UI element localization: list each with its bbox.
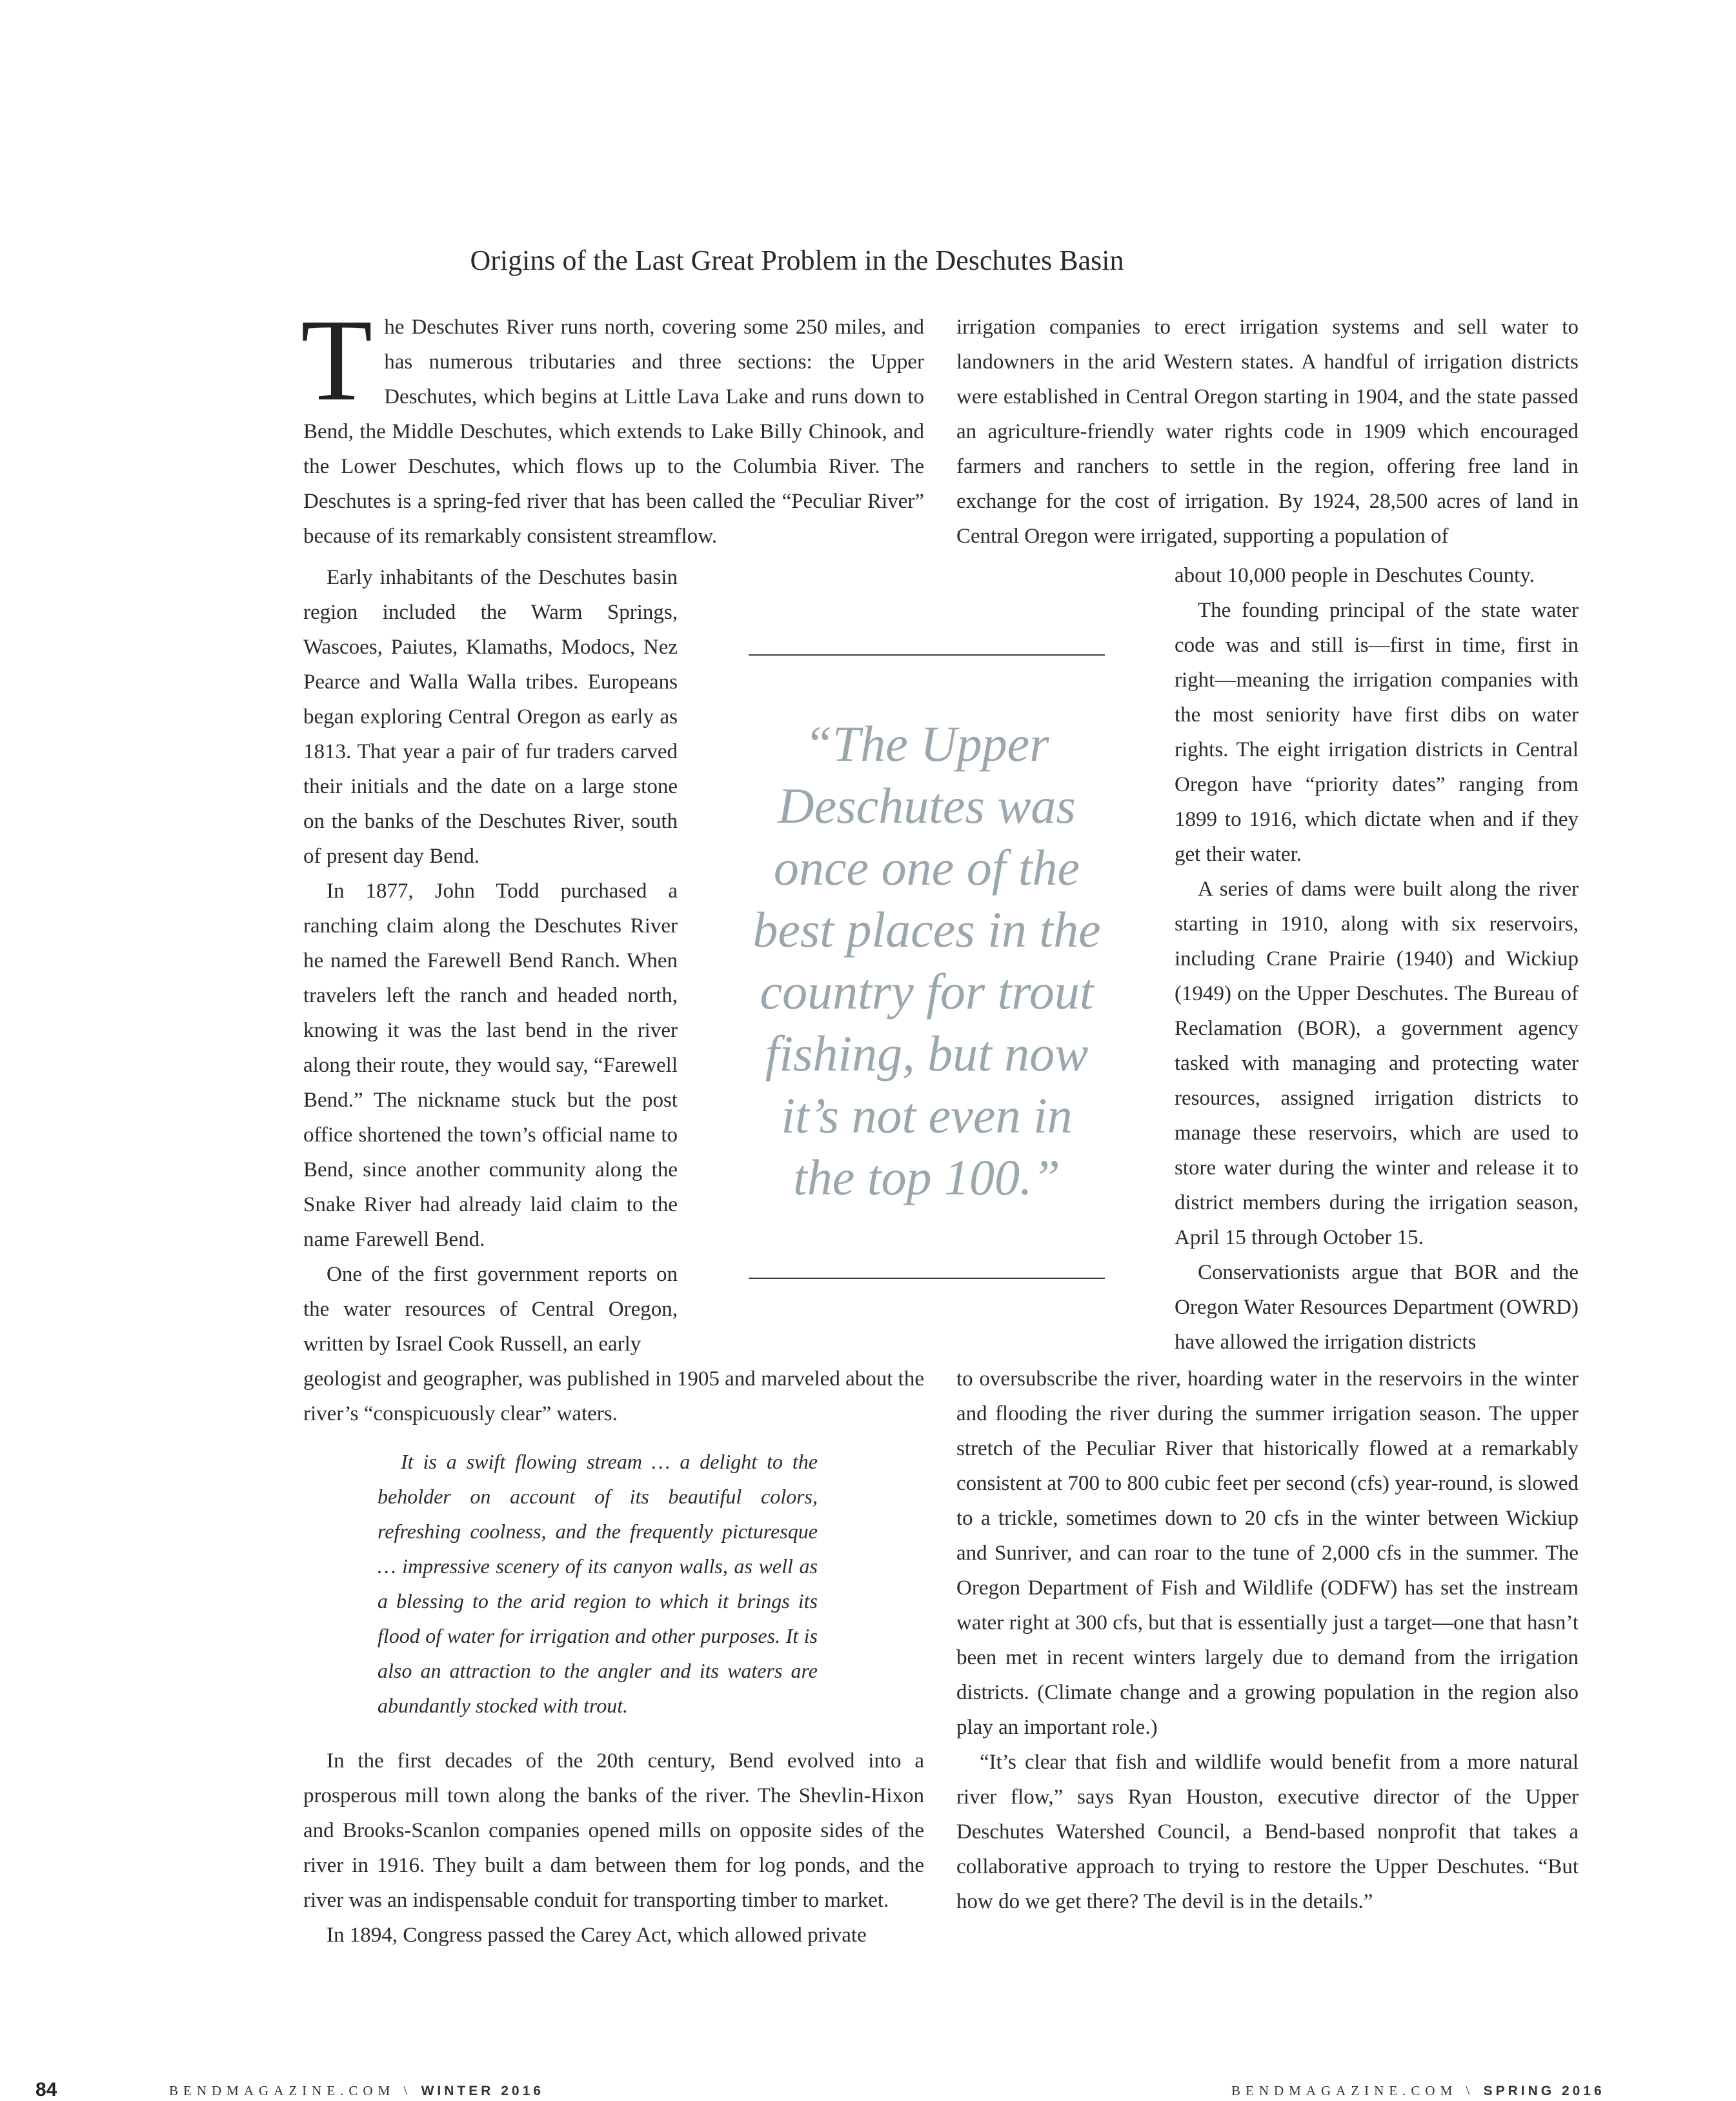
intro-paragraph [301, 296, 924, 554]
paragraph-population-end: about 10,000 people in Deschutes County. [1175, 564, 1535, 587]
footer-right-site: BENDMAGAZINE.COM [1231, 2083, 1458, 2098]
right-column-top [956, 310, 1579, 554]
paragraph-farewell-bend: In 1877, John Todd purchased a ranching claim along the Deschutes River he named the Farewell Bend Ranch. When travelers left the ranch and headed north, knowing it was the last bend in the river along their route, they would say, “Farewell Bend.” The nickname stuck but the post office shortened the town’s official name to Bend, since another community along the Snake River had already laid claim to the name Farewell Bend. [303, 880, 678, 1251]
left-column-narrow [303, 560, 678, 1362]
paragraph-dams: A series of dams were built along the river starting in 1910, along with six reservoirs, including Crane Prairie (1940) and Wickiup (1949) on the Upper Deschutes. The Bureau of Reclamation (BOR), a government agency tasked with managing and protecting water resources, assigned irrigation districts to manage these reservoirs, which are used to store water during the winter and release it to district members during the irrigation season, April 15 through October 15. [1175, 878, 1579, 1249]
paragraph-report-end: geologist and geographer, was published in 1905 and marveled about the river’s “conspicuously clear” waters. [303, 1367, 924, 1425]
pullquote-bottom-rule [749, 1278, 1105, 1279]
left-column-intro [301, 296, 924, 554]
russell-block-quote [378, 1444, 818, 1723]
footer-right-issue: SPRING 2016 [1483, 2084, 1605, 2098]
pull-quote: “The Upper Deschutes was once one of the best places in the country for trout fishing, but now it’s not even in the top 100.” [752, 716, 1101, 1205]
footer-left-issue: WINTER 2016 [421, 2084, 544, 2098]
paragraph-report-start: One of the first government reports on the water resources of Central Oregon, written by Israel Cook Russell, an early [303, 1263, 678, 1356]
right-column-narrow [1175, 558, 1579, 1360]
block-quote-text: It is a swift flowing stream … a delight to the beholder on account of its beautiful colors, refreshing coolness, and the frequently picturesque … impressive scenery of its canyon walls, as well as a blessing to the arid region to which it brings its flood of water for irrigation and other purposes. It is also an attraction to the angler and its waters are abundantly stocked with trout. [378, 1450, 818, 1717]
footer-left-site: BENDMAGAZINE.COM [169, 2083, 396, 2098]
drop-cap: T [301, 296, 373, 425]
paragraph-conservationists-end: to oversubscribe the river, hoarding water in the reservoirs in the winter and flooding the river during the summer irrigation season. The upper stretch of the Peculiar River that historically flowed at a remarkably consistent at 700 to 800 cubic feet per second (cfs) year-round, is slowed to a trickle, sometimes down to 20 cfs in the winter between Wickiup and Sunriver, and can roar to the tune of 2,000 cfs in the summer. The Oregon Department of Fish and Wildlife (ODFW) has set the instream water right at 300 cfs, but that is essentially just a target—one that hasn’t been met in recent winters largely due to demand from the irrigation districts. (Climate change and a growing population in the region also play an important role.) [956, 1367, 1579, 1739]
intro-text: he Deschutes River runs north, covering some 250 miles, and has numerous tributaries and three sections: the Upper Deschutes, which begins at Little Lava Lake and runs down to Bend, the Middle Deschutes, which extends to Lake Billy Chinook, and the Lower Deschutes, which flows up to the Columbia River. The Deschutes is a spring-fed river that has been called the “Peculiar River” because of its remarkably consistent streamflow. [303, 316, 924, 548]
paragraph-irrigation-companies: irrigation companies to erect irrigation systems and sell water to landowners in the arid Western states. A handful of irrigation districts were established in Central Oregon starting in 1904, and the state passed an agriculture-friendly water rights code in 1909 which encouraged farmers and ranchers to settle in the region, offering free land in exchange for the cost of irrigation. By 1924, 28,500 acres of land in Central Oregon were irrigated, supporting a population of [956, 316, 1579, 548]
left-column-wide [303, 1362, 924, 1431]
article-subheading: Origins of the Last Great Problem in the Deschutes Basin [470, 245, 1124, 276]
left-column-bottom [303, 1744, 924, 1953]
right-column-wide [956, 1362, 1579, 1919]
footer-left-separator: \ [403, 2083, 413, 2098]
paragraph-houston-quote: “It’s clear that fish and wildlife would benefit from a more natural river flow,” says Ryan Houston, executive director of the Upper Deschutes Watershed Council, a Bend-based nonprofit that takes a collaborative approach to trying to restore the Upper Deschutes. “But how do we get there? The devil is in the details.” [956, 1751, 1579, 1913]
paragraph-conservationists-start: Conservationists argue that BOR and the Oregon Water Resources Department (OWRD) have allowed the irrigation districts [1175, 1261, 1579, 1354]
footer-right [1231, 2083, 1605, 2099]
footer-right-separator: \ [1466, 2083, 1475, 2098]
paragraph-inhabitants: Early inhabitants of the Deschutes basin region included the Warm Springs, Wascoes, Paiutes, Klamaths, Modocs, Nez Pearce and Walla Walla tribes. Europeans began exploring Central Oregon as early as 1813. That year a pair of fur traders carved their initials and the date on a large stone on the banks of the Deschutes River, south of present day Bend. [303, 566, 678, 868]
page-number: 84 [35, 2079, 57, 2100]
paragraph-mill-town: In the first decades of the 20th century, Bend evolved into a prosperous mill town along the banks of the river. The Shevlin-Hixon and Brooks-Scanlon companies opened mills on opposite sides of the river in 1916. They built a dam between them for log ponds, and the river was an indispensable conduit for transporting timber to market. [303, 1749, 924, 1912]
paragraph-carey-act: In 1894, Congress passed the Carey Act, which allowed private [327, 1924, 867, 1947]
paragraph-water-code: The founding principal of the state water code was and still is—first in time, first in right—meaning the irrigation companies with the most seniority have first dibs on water rights. The eight irrigation districts in Central Oregon have “priority dates” ranging from 1899 to 1916, which dictate when and if they get their water. [1175, 599, 1579, 866]
footer-left [169, 2083, 544, 2099]
pullquote-top-rule [749, 654, 1105, 656]
